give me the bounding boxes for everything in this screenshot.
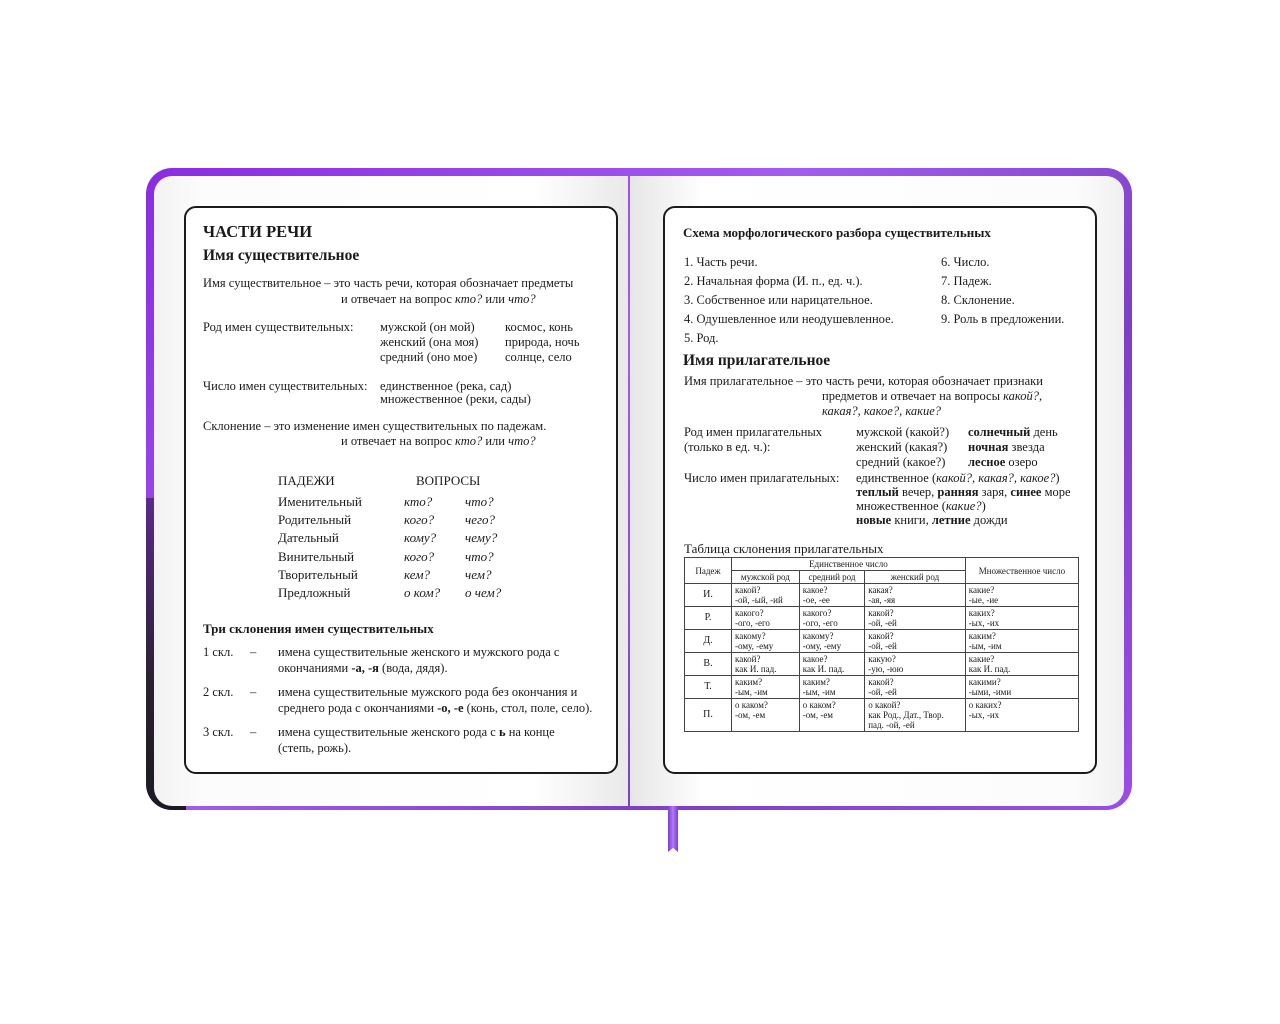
case-cell: В. <box>685 653 732 676</box>
case-question: о ком? <box>404 585 441 600</box>
decl2-label: 2 скл. <box>203 685 234 699</box>
table-cell: каким? -ым, -им <box>965 630 1078 653</box>
gender-example: природа, ночь <box>505 335 580 349</box>
table-cell: каких? -ых, -их <box>965 607 1078 630</box>
table-cell: какой? -ой, -ей <box>865 630 966 653</box>
header-neuter: средний род <box>799 571 864 584</box>
case-question: о чем? <box>465 585 502 600</box>
case-question: чему? <box>465 530 498 545</box>
table-title: Таблица склонения прилагательных <box>684 541 884 556</box>
adj-gender-type: мужской (какой?) <box>856 425 950 439</box>
case-cell: Р. <box>685 607 732 630</box>
table-cell: какого? -ого, -его <box>799 607 864 630</box>
header-feminine: женский род <box>865 571 966 584</box>
case-question: что? <box>465 549 494 564</box>
case-cell: И. <box>685 584 732 607</box>
table-row <box>685 630 1079 653</box>
cases-header: ПАДЕЖИ <box>278 473 335 488</box>
scheme-item: 8. Склонение. <box>941 293 1015 307</box>
table-cell: какие? -ые, -ие <box>965 584 1078 607</box>
header-case: Падеж <box>685 558 732 584</box>
adj-gender-type: средний (какое?) <box>856 455 946 469</box>
scheme-item: 9. Роль в предложении. <box>941 312 1065 326</box>
adj-gender-label: Род имен прилагательных <box>684 425 823 439</box>
decl1-text2: окончаниями -а, -я (вода, дядя). <box>278 661 448 675</box>
gender-type: мужской (он мой) <box>380 320 475 334</box>
case-question: что? <box>465 494 494 509</box>
table-cell: каким? -ым, -им <box>732 676 800 699</box>
decl1-dash: – <box>250 645 257 659</box>
adj-singular-example: теплый вечер, ранняя заря, синее море <box>856 485 1071 499</box>
table-cell: какого? -ого, -его <box>732 607 800 630</box>
gender-example: солнце, село <box>505 350 572 364</box>
table-cell: каким? -ым, -им <box>799 676 864 699</box>
adj-gender-type: женский (какая?) <box>856 440 948 454</box>
table-cell: какие? как И. пад. <box>965 653 1078 676</box>
questions-header: ВОПРОСЫ <box>416 473 481 488</box>
table-row <box>685 653 1079 676</box>
table-cell: какое? как И. пад. <box>799 653 864 676</box>
header-plural: Множественное число <box>965 558 1078 584</box>
noun-definition-line1: Имя существительное – это часть речи, которая обозначает предметы <box>203 276 574 290</box>
scheme-item: 6. Число. <box>941 255 990 269</box>
decl2-text: имена существительные мужского рода без окончания и <box>278 685 578 699</box>
table-cell: о какой? как Род., Дат., Твор. пад. -ой, -ей <box>865 699 966 732</box>
adj-definition-line2: предметов и отвечает на вопросы какой?, <box>822 389 1043 403</box>
table-cell: какое? -ое, -ее <box>799 584 864 607</box>
adj-gender-example: ночная звезда <box>968 440 1045 454</box>
table-row <box>685 607 1079 630</box>
noun-definition-line2: и отвечает на вопрос кто? или что? <box>341 292 536 306</box>
scheme-item: 7. Падеж. <box>941 274 992 288</box>
case-question: кого? <box>404 512 435 527</box>
adj-plural: множественное (какие?) <box>856 499 986 513</box>
case-question: кем? <box>404 567 430 582</box>
case-cell: Д. <box>685 630 732 653</box>
adj-definition-line1: Имя прилагательное – это часть речи, которая обозначает признаки <box>684 374 1043 388</box>
case-name: Творительный <box>278 567 358 582</box>
decl1-label: 1 скл. <box>203 645 234 659</box>
noun-number-label: Число имен существительных: <box>203 379 368 393</box>
table-cell: о каком? -ом, -ем <box>799 699 864 732</box>
case-question: кому? <box>404 530 437 545</box>
table-cell: о каких? -ых, -их <box>965 699 1078 732</box>
gender-type: женский (она моя) <box>380 335 479 349</box>
table-cell: какой? как И. пад. <box>732 653 800 676</box>
adjective-declension-table <box>684 557 1079 732</box>
scheme-item: 1. Часть речи. <box>684 255 758 269</box>
case-question: чем? <box>465 567 492 582</box>
case-name: Винительный <box>278 549 355 564</box>
table-row <box>685 584 1079 607</box>
case-name: Предложный <box>278 585 351 600</box>
table-cell: какими? -ыми, -ими <box>965 676 1078 699</box>
section-title-adjective: Имя прилагательное <box>683 352 831 369</box>
case-cell: П. <box>685 699 732 732</box>
scheme-item: 5. Род. <box>684 331 719 345</box>
decl2-dash: – <box>250 685 257 699</box>
ribbon-bookmark[interactable] <box>668 800 678 852</box>
decl3-text: имена существительные женского рода с ь на конце <box>278 725 555 739</box>
table-cell: какой? -ой, -ей <box>865 607 966 630</box>
scheme-item: 2. Начальная форма (И. п., ед. ч.). <box>684 274 863 288</box>
table-cell: какая? -ая, -яя <box>865 584 966 607</box>
decl3-label: 3 скл. <box>203 725 234 739</box>
decl3-text2: (степь, рожь). <box>278 741 352 755</box>
table-cell: о каком? -ом, -ем <box>732 699 800 732</box>
case-question: кого? <box>404 549 435 564</box>
header-masculine: мужской род <box>732 571 800 584</box>
decl1-text: имена существительные женского и мужского рода с <box>278 645 560 659</box>
case-question: чего? <box>465 512 496 527</box>
adj-gender-label2: (только в ед. ч.): <box>684 440 771 454</box>
decl2-text2: среднего рода с окончаниями -о, -е (конь, стол, поле, село). <box>278 701 593 715</box>
adj-definition-line3: какая?, какое?, какие? <box>822 404 942 418</box>
adj-singular: единственное (какой?, какая?, какое?) <box>856 471 1060 485</box>
table-cell: какому? -ому, -ему <box>799 630 864 653</box>
gender-type: средний (оно мое) <box>380 350 478 364</box>
declension-definition-line1: Склонение – это изменение имен существительных по падежам. <box>203 419 547 433</box>
table-cell: какой? -ой, -ей <box>865 676 966 699</box>
three-declensions-title: Три склонения имен существительных <box>203 621 434 636</box>
table-cell: какую? -ую, -юю <box>865 653 966 676</box>
section-title-noun: Имя существительное <box>203 247 360 264</box>
adj-gender-example: лесное озеро <box>968 455 1038 469</box>
noun-gender-label: Род имен существительных: <box>203 320 354 334</box>
table-cell: какому? -ому, -ему <box>732 630 800 653</box>
number-type: единственное (река, сад) <box>380 379 512 393</box>
declension-definition-line2: и отвечает на вопрос кто? или что? <box>341 434 536 448</box>
page-title: ЧАСТИ РЕЧИ <box>203 222 313 241</box>
table-row <box>685 676 1079 699</box>
table-row <box>685 699 1079 732</box>
decl3-dash: – <box>250 725 257 739</box>
case-name: Родительный <box>278 512 352 527</box>
scheme-title: Схема морфологического разбора существительных <box>683 225 991 240</box>
adj-plural-example: новые книги, летние дожди <box>856 513 1008 527</box>
case-name: Именительный <box>278 494 362 509</box>
case-name: Дательный <box>278 530 339 545</box>
gender-example: космос, конь <box>505 320 573 334</box>
adj-number-label: Число имен прилагательных: <box>684 471 840 485</box>
number-type: множественное (реки, сады) <box>380 392 531 406</box>
case-cell: Т. <box>685 676 732 699</box>
header-singular: Единственное число <box>732 558 966 571</box>
table-cell: какой? -ой, -ый, -ий <box>732 584 800 607</box>
adj-gender-example: солнечный день <box>968 425 1058 439</box>
scheme-item: 3. Собственное или нарицательное. <box>684 293 873 307</box>
scheme-item: 4. Одушевленное или неодушевленное. <box>684 312 894 326</box>
case-question: кто? <box>404 494 433 509</box>
